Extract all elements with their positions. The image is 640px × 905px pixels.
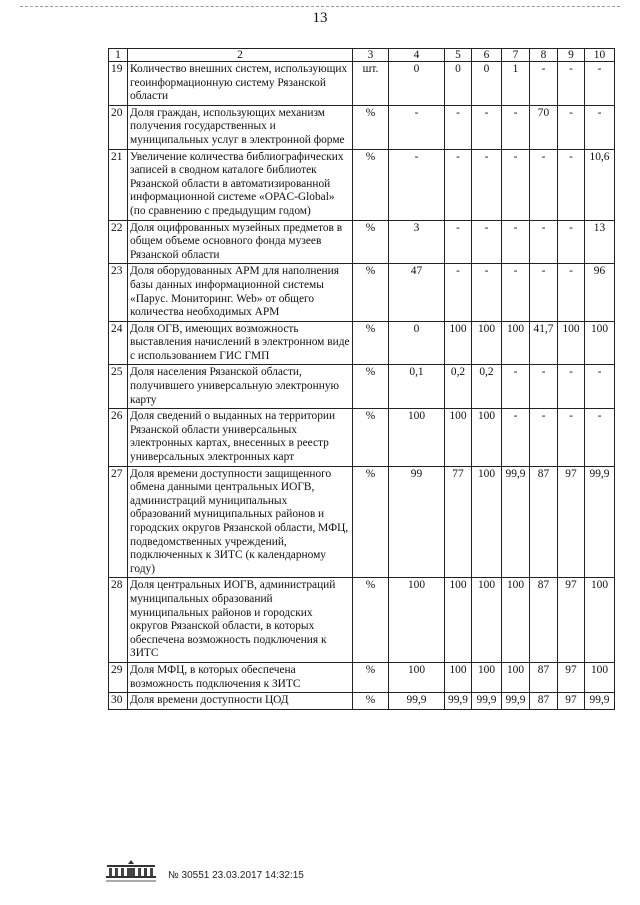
table-row — [109, 105, 615, 149]
value-cell: - — [530, 264, 558, 321]
value-cell: - — [585, 365, 615, 409]
indicator-name: Доля времени доступности защищенного обмена данными центральных ИОГВ, администраций муниципальных образований муниципальных районов и городских округов Рязанской области, МФЦ, подведомственных учреждений, подключенных к ЗИТС (к календарному году) — [128, 466, 353, 578]
value-cell: 100 — [502, 321, 530, 365]
header-cell: 9 — [558, 49, 585, 62]
indicator-name: Доля оборудованных АРМ для наполнения базы данных информационной системы «Парус. Мониторинг. Web» от общего количества необходимых АРМ — [128, 264, 353, 321]
value-cell: 100 — [585, 321, 615, 365]
indicator-name: Доля центральных ИОГВ, администраций муниципальных образований муниципальных районов и городских округов Рязанской области, в которых обеспечена возможность подключения к ЗИТС — [128, 578, 353, 663]
value-cell: 100 — [389, 578, 445, 663]
unit: % — [353, 105, 389, 149]
value-cell: 99,9 — [389, 693, 445, 710]
value-cell: - — [445, 149, 472, 220]
row-number: 26 — [109, 409, 128, 466]
header-cell: 5 — [445, 49, 472, 62]
header-cell: 2 — [128, 49, 353, 62]
value-cell: - — [472, 105, 502, 149]
value-cell: - — [585, 62, 615, 106]
value-cell: 0 — [472, 62, 502, 106]
table-row — [109, 365, 615, 409]
value-cell: 0,1 — [389, 365, 445, 409]
row-number: 27 — [109, 466, 128, 578]
unit: % — [353, 662, 389, 692]
document-stamp: № 30551 23.03.2017 14:32:15 — [168, 870, 304, 881]
value-cell: 100 — [445, 578, 472, 663]
value-cell: 97 — [558, 466, 585, 578]
page-number: 13 — [312, 10, 328, 26]
value-cell: 100 — [445, 662, 472, 692]
value-cell: - — [502, 149, 530, 220]
value-cell: 99,9 — [585, 693, 615, 710]
value-cell: - — [502, 409, 530, 466]
value-cell: 100 — [558, 321, 585, 365]
value-cell: 0 — [389, 321, 445, 365]
table-row — [109, 578, 615, 663]
table-row — [109, 466, 615, 578]
header-cell: 6 — [472, 49, 502, 62]
indicator-name: Увеличение количества библиографических записей в сводном каталоге библиотек Рязанской области в автоматизированной информационной системе «OPAC-Global» (по сравнению с предыдущим годом) — [128, 149, 353, 220]
unit: шт. — [353, 62, 389, 106]
value-cell: 100 — [445, 409, 472, 466]
indicator-name: Доля оцифрованных музейных предметов в общем объеме основного фонда музеев Рязанской области — [128, 220, 353, 264]
value-cell: 100 — [445, 321, 472, 365]
unit: % — [353, 321, 389, 365]
value-cell: 100 — [472, 409, 502, 466]
value-cell: 87 — [530, 662, 558, 692]
header-cell: 10 — [585, 49, 615, 62]
value-cell: - — [558, 105, 585, 149]
government-logo — [103, 858, 159, 884]
value-cell: - — [472, 264, 502, 321]
indicator-name: Количество внешних систем, использующих геоинформационную систему Рязанской области — [128, 62, 353, 106]
value-cell: - — [530, 149, 558, 220]
table-row — [109, 409, 615, 466]
indicator-name: Доля населения Рязанской области, получившего универсальную электронную карту — [128, 365, 353, 409]
value-cell: 97 — [558, 578, 585, 663]
table-row — [109, 149, 615, 220]
value-cell: - — [502, 264, 530, 321]
header-cell: 3 — [353, 49, 389, 62]
table-row — [109, 662, 615, 692]
value-cell: - — [389, 149, 445, 220]
value-cell: - — [558, 409, 585, 466]
value-cell: - — [472, 220, 502, 264]
value-cell: 99,9 — [445, 693, 472, 710]
value-cell: 10,6 — [585, 149, 615, 220]
value-cell: 99 — [389, 466, 445, 578]
value-cell: - — [472, 149, 502, 220]
row-number: 29 — [109, 662, 128, 692]
value-cell: 0,2 — [472, 365, 502, 409]
value-cell: 87 — [530, 693, 558, 710]
row-number: 28 — [109, 578, 128, 663]
value-cell: - — [502, 220, 530, 264]
value-cell: 96 — [585, 264, 615, 321]
indicator-name: Доля ОГВ, имеющих возможность выставления начислений в электронном виде с использованием ГИС ГМП — [128, 321, 353, 365]
indicator-name: Доля времени доступности ЦОД — [128, 693, 353, 710]
value-cell: 97 — [558, 662, 585, 692]
table-row — [109, 62, 615, 106]
indicator-name: Доля сведений о выданных на территории Рязанской области универсальных электронных картах, внесенных в реестр универсальных электронных карт — [128, 409, 353, 466]
unit: % — [353, 578, 389, 663]
row-number: 24 — [109, 321, 128, 365]
value-cell: - — [558, 365, 585, 409]
value-cell: - — [502, 365, 530, 409]
value-cell: 97 — [558, 693, 585, 710]
value-cell: - — [389, 105, 445, 149]
value-cell: 0 — [389, 62, 445, 106]
value-cell: 47 — [389, 264, 445, 321]
header-cell: 8 — [530, 49, 558, 62]
value-cell: - — [445, 220, 472, 264]
table-row — [109, 321, 615, 365]
value-cell: 1 — [502, 62, 530, 106]
header-row — [109, 49, 615, 62]
value-cell: - — [445, 264, 472, 321]
value-cell: 100 — [502, 578, 530, 663]
value-cell: 41,7 — [530, 321, 558, 365]
indicator-table — [108, 48, 615, 710]
unit: % — [353, 220, 389, 264]
value-cell: 70 — [530, 105, 558, 149]
value-cell: 99,9 — [472, 693, 502, 710]
unit: % — [353, 149, 389, 220]
value-cell: 87 — [530, 578, 558, 663]
row-number: 25 — [109, 365, 128, 409]
value-cell: 13 — [585, 220, 615, 264]
value-cell: 100 — [472, 578, 502, 663]
row-number: 22 — [109, 220, 128, 264]
row-number: 21 — [109, 149, 128, 220]
value-cell: 87 — [530, 466, 558, 578]
value-cell: 100 — [389, 662, 445, 692]
value-cell: 100 — [472, 662, 502, 692]
row-number: 20 — [109, 105, 128, 149]
unit: % — [353, 693, 389, 710]
value-cell: 100 — [389, 409, 445, 466]
value-cell: 99,9 — [502, 693, 530, 710]
header-cell: 1 — [109, 49, 128, 62]
value-cell: - — [585, 409, 615, 466]
indicator-name: Доля граждан, использующих механизм получения государственных и муниципальных услуг в электронной форме — [128, 105, 353, 149]
header-cell: 4 — [389, 49, 445, 62]
value-cell: 99,9 — [585, 466, 615, 578]
value-cell: 3 — [389, 220, 445, 264]
value-cell: - — [558, 264, 585, 321]
table-row — [109, 220, 615, 264]
indicator-name: Доля МФЦ, в которых обеспечена возможность подключения к ЗИТС — [128, 662, 353, 692]
value-cell: 0,2 — [445, 365, 472, 409]
value-cell: - — [530, 365, 558, 409]
row-number: 30 — [109, 693, 128, 710]
value-cell: 99,9 — [502, 466, 530, 578]
value-cell: 100 — [502, 662, 530, 692]
row-number: 19 — [109, 62, 128, 106]
value-cell: - — [558, 220, 585, 264]
scan-top-edge — [20, 6, 620, 8]
value-cell: - — [530, 220, 558, 264]
header-cell: 7 — [502, 49, 530, 62]
value-cell: 77 — [445, 466, 472, 578]
value-cell: - — [502, 105, 530, 149]
table-row — [109, 693, 615, 710]
value-cell: - — [585, 105, 615, 149]
value-cell: - — [558, 62, 585, 106]
row-number: 23 — [109, 264, 128, 321]
table-row — [109, 264, 615, 321]
value-cell: - — [530, 409, 558, 466]
value-cell: - — [530, 62, 558, 106]
value-cell: - — [445, 105, 472, 149]
unit: % — [353, 409, 389, 466]
value-cell: 100 — [585, 578, 615, 663]
unit: % — [353, 264, 389, 321]
value-cell: 100 — [472, 466, 502, 578]
value-cell: 0 — [445, 62, 472, 106]
unit: % — [353, 365, 389, 409]
value-cell: 100 — [472, 321, 502, 365]
value-cell: - — [558, 149, 585, 220]
value-cell: 100 — [585, 662, 615, 692]
unit: % — [353, 466, 389, 578]
